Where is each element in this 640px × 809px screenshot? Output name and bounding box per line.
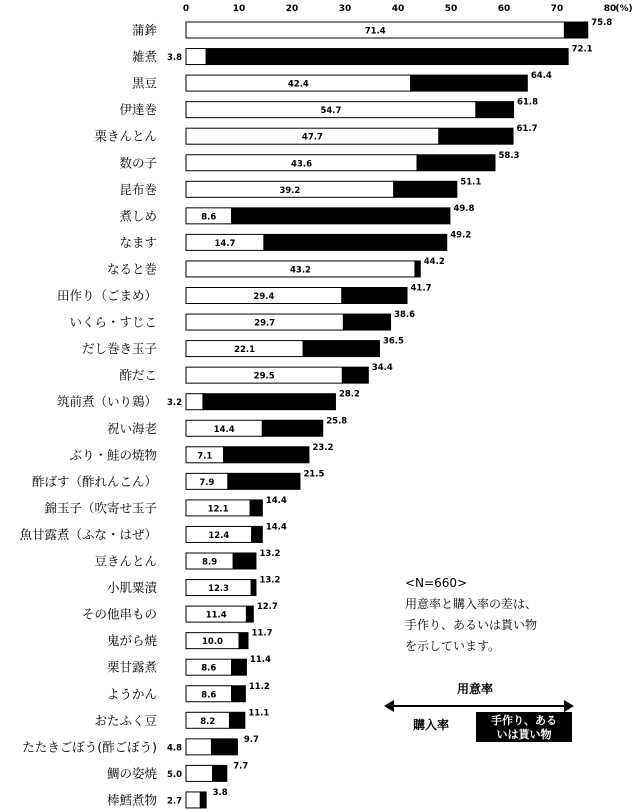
bar-homemade-2 — [411, 75, 528, 91]
bar-homemade-6 — [394, 181, 457, 197]
purchase-value-23: 10.0 — [202, 637, 223, 648]
bar-homemade-10 — [342, 288, 407, 304]
note-sample-size: <N=660> — [405, 576, 468, 590]
purchase-value-10: 29.4 — [253, 292, 275, 302]
purchase-value-22: 11.4 — [205, 610, 227, 621]
category-label-23: 鬼がら焼 — [106, 633, 157, 649]
legend-homemade-line-2: いは貰い物 — [496, 728, 552, 741]
purchase-value-29: 2.7 — [166, 796, 182, 807]
purchase-value-15: 14.4 — [213, 424, 235, 435]
bar-homemade-29 — [200, 792, 206, 808]
bar-homemade-21 — [251, 580, 256, 596]
category-label-6: 昆布巻 — [119, 181, 157, 197]
category-label-2: 黒豆 — [131, 75, 157, 91]
bar-homemade-8 — [264, 234, 447, 250]
category-label-15: 祝い海老 — [106, 420, 157, 436]
total-value-27: 9.7 — [243, 734, 259, 745]
category-label-7: 煮しめ — [119, 208, 157, 224]
total-value-28: 7.7 — [233, 761, 249, 772]
bar-homemade-25 — [232, 686, 246, 702]
purchase-value-26: 8.2 — [200, 716, 216, 727]
bar-homemade-17 — [228, 473, 300, 489]
category-label-14: 筑前煮（いり鶏） — [56, 394, 157, 410]
bar-homemade-16 — [224, 447, 309, 463]
purchase-value-21: 12.3 — [208, 584, 230, 595]
category-label-26: おたふく豆 — [94, 712, 157, 728]
bar-homemade-26 — [229, 712, 244, 728]
x-tick-label-3: 30 — [338, 4, 352, 14]
category-label-17: 酢ばす（酢れんこん） — [31, 473, 157, 489]
category-label-0: 蒲鉾 — [131, 22, 157, 38]
bar-homemade-3 — [476, 102, 514, 118]
purchase-value-1: 3.8 — [166, 53, 182, 64]
category-label-21: 小肌粟漬 — [106, 580, 157, 596]
bar-homemade-23 — [239, 633, 248, 649]
category-label-12: だし巻き玉子 — [81, 341, 157, 357]
total-value-15: 25.8 — [326, 416, 348, 427]
purchase-value-16: 7.1 — [197, 451, 213, 462]
legend-double-arrow — [384, 700, 574, 712]
purchase-value-3: 54.7 — [320, 106, 342, 117]
x-tick-label-1: 10 — [232, 4, 246, 14]
purchase-value-18: 12.1 — [207, 504, 229, 515]
x-tick-label-5: 50 — [444, 4, 458, 14]
total-value-14: 28.2 — [338, 389, 360, 400]
x-tick-label-8: 80 — [603, 4, 617, 14]
category-label-9: なると巻 — [106, 261, 157, 277]
purchase-value-7: 8.6 — [201, 212, 217, 223]
x-tick-label-6: 60 — [497, 4, 511, 14]
total-value-21: 13.2 — [259, 575, 281, 586]
purchase-value-13: 29.5 — [253, 371, 275, 382]
total-value-25: 11.2 — [248, 681, 270, 692]
total-value-16: 23.2 — [312, 442, 334, 453]
bar-homemade-27 — [211, 739, 237, 755]
category-label-19: 魚甘露煮（ふな・はぜ） — [19, 526, 157, 542]
bar-homemade-19 — [252, 526, 263, 542]
purchase-value-0: 71.4 — [364, 26, 386, 37]
bar-homemade-24 — [232, 659, 247, 675]
purchase-value-14: 3.2 — [166, 398, 182, 409]
total-value-0: 75.8 — [591, 18, 613, 28]
bar-homemade-15 — [262, 420, 322, 436]
category-label-1: 雑煮 — [131, 49, 157, 65]
total-value-22: 12.7 — [256, 602, 278, 613]
bar-homemade-12 — [303, 341, 379, 357]
total-value-9: 44.2 — [423, 256, 445, 267]
bar-purchase-29 — [186, 792, 200, 808]
purchase-value-17: 7.9 — [199, 477, 215, 488]
note-line-2: 手作り、あるいは貰い物 — [405, 618, 538, 632]
purchase-value-6: 39.2 — [279, 185, 301, 196]
total-value-10: 41.7 — [410, 283, 432, 294]
note-box — [405, 573, 635, 657]
total-value-24: 11.4 — [249, 655, 271, 666]
total-value-17: 21.5 — [303, 469, 325, 480]
purchase-value-8: 14.7 — [214, 238, 236, 249]
category-label-27: たたきごぼう(酢ごぼう) — [22, 739, 157, 755]
bar-homemade-13 — [342, 367, 368, 383]
total-value-11: 38.6 — [394, 310, 416, 321]
total-value-6: 51.1 — [460, 177, 482, 188]
x-tick-label-4: 40 — [391, 4, 405, 14]
note-line-3: を示しています。 — [405, 639, 501, 653]
category-label-5: 数の子 — [119, 155, 157, 171]
category-label-28: 鯛の姿焼 — [106, 765, 157, 781]
bar-homemade-7 — [232, 208, 450, 224]
category-label-22: その他串もの — [81, 606, 157, 622]
category-label-3: 伊達巻 — [119, 102, 157, 118]
bar-homemade-4 — [439, 128, 513, 144]
category-label-8: なます — [119, 234, 157, 250]
purchase-value-12: 22.1 — [234, 345, 256, 356]
category-label-11: いくら・すじこ — [69, 314, 157, 330]
total-value-1: 72.1 — [571, 44, 593, 55]
x-tick-label-0: 0 — [182, 4, 190, 14]
bar-purchase-28 — [186, 765, 213, 781]
bar-homemade-14 — [203, 394, 336, 410]
x-axis-unit: (%) — [615, 4, 633, 14]
bar-purchase-27 — [186, 739, 211, 755]
purchase-value-19: 12.4 — [208, 530, 230, 541]
bar-homemade-28 — [213, 765, 227, 781]
purchase-value-4: 47.7 — [301, 132, 323, 143]
total-value-20: 13.2 — [259, 549, 281, 559]
purchase-value-20: 8.9 — [202, 557, 218, 568]
x-tick-label-2: 20 — [285, 4, 299, 14]
purchase-value-5: 43.6 — [291, 159, 313, 170]
purchase-value-24: 8.6 — [201, 663, 217, 674]
bar-purchase-1 — [186, 49, 206, 65]
category-label-16: ぶり・鮭の焼物 — [69, 447, 157, 463]
category-label-20: 豆きんとん — [94, 553, 157, 569]
purchase-value-27: 4.8 — [166, 743, 182, 754]
total-value-2: 64.4 — [530, 71, 552, 82]
total-value-12: 36.5 — [382, 336, 404, 347]
category-label-10: 田作り（ごまめ） — [56, 288, 157, 303]
total-value-23: 11.7 — [251, 628, 273, 639]
total-value-5: 58.3 — [498, 150, 520, 161]
bar-purchase-14 — [186, 394, 203, 410]
legend-purchase-label: 購入率 — [412, 718, 449, 732]
total-value-4: 61.7 — [516, 124, 538, 135]
total-value-8: 49.2 — [450, 230, 472, 241]
total-value-26: 11.1 — [248, 708, 270, 719]
total-value-13: 34.4 — [371, 363, 393, 374]
total-value-3: 61.8 — [517, 97, 539, 108]
bar-homemade-18 — [250, 500, 262, 516]
x-tick-label-7: 70 — [550, 4, 564, 14]
bar-homemade-20 — [233, 553, 256, 569]
bar-homemade-1 — [206, 49, 568, 65]
category-label-18: 錦玉子（吹寄せ玉子 — [44, 500, 157, 516]
bar-homemade-22 — [246, 606, 253, 622]
note-line-1: 用意率と購入率の差は、 — [405, 597, 538, 611]
purchase-value-2: 42.4 — [287, 79, 309, 90]
legend-homemade-box — [476, 712, 572, 742]
category-label-13: 酢だこ — [119, 367, 157, 383]
category-label-24: 栗甘露煮 — [106, 659, 157, 675]
total-value-19: 14.4 — [265, 522, 287, 533]
category-label-29: 棒鱈煮物 — [106, 792, 157, 808]
legend-homemade-line-1: 手作り、ある — [491, 714, 557, 727]
purchase-value-11: 29.7 — [254, 318, 276, 329]
category-label-4: 栗きんとん — [94, 128, 157, 144]
bar-homemade-9 — [415, 261, 420, 277]
total-value-29: 3.8 — [212, 787, 228, 798]
purchase-value-25: 8.6 — [201, 690, 217, 701]
bar-homemade-0 — [564, 22, 587, 38]
purchase-value-9: 43.2 — [289, 265, 311, 276]
purchase-value-28: 5.0 — [166, 769, 182, 780]
total-value-18: 14.4 — [265, 495, 287, 506]
total-value-7: 49.8 — [453, 203, 475, 214]
bar-homemade-5 — [417, 155, 495, 171]
legend-total-label: 用意率 — [456, 682, 493, 696]
category-label-25: ようかん — [106, 686, 157, 702]
bar-homemade-11 — [343, 314, 390, 330]
